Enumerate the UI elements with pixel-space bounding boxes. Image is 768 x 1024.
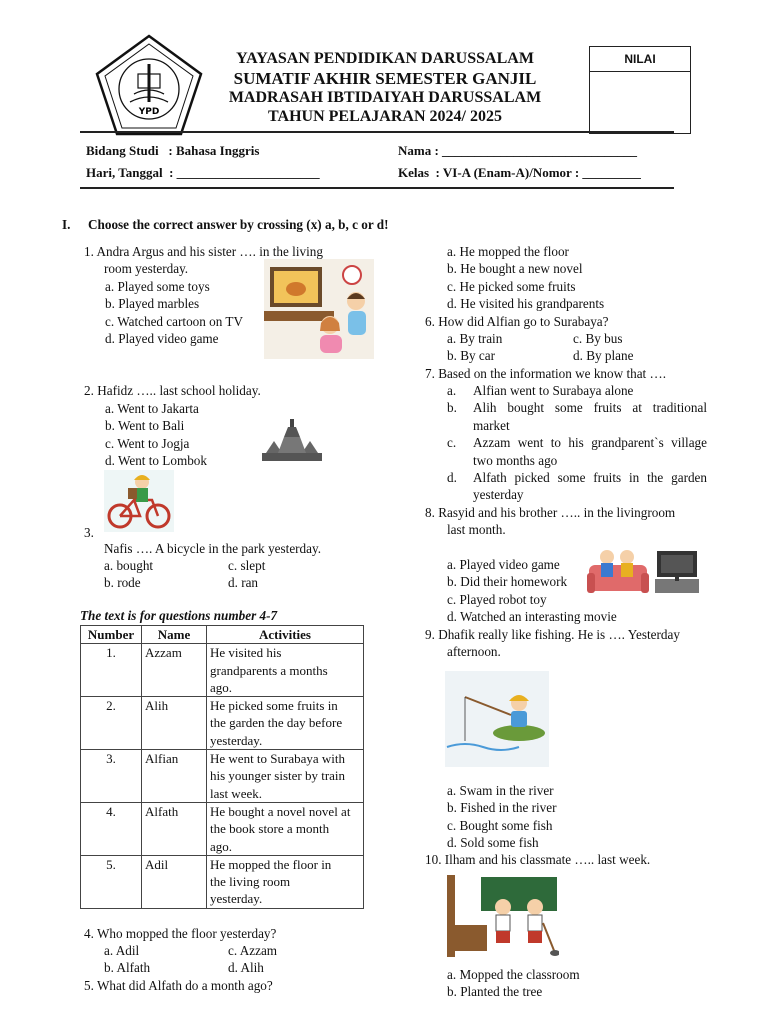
q10-option-a[interactable]: a. Mopped the classroom [447,967,580,982]
q2-option-b[interactable]: b. Went to Bali [105,418,185,434]
q6-options [447,330,667,365]
q3-options [104,557,324,592]
q1-option-c[interactable]: c. Watched cartoon on TV [105,313,243,329]
q3-option-d[interactable]: d. ran [228,575,259,591]
school-logo [94,34,204,138]
info-rule [80,187,674,189]
q9-option-b[interactable]: b. Fished in the river [447,800,557,816]
q10-options [447,966,580,1001]
table-row: 3. Alfian He went to Surabaya with his younger sister by train last week. [81,750,364,803]
table-row: 2. Alih He picked some fruits in the garden the day before yesterday. [81,697,364,750]
question-5: 5. What did Alfath do a month ago? [84,978,273,993]
q1-option-a[interactable]: a. Played some toys [105,279,210,294]
q4-option-c[interactable]: c. Azzam [228,943,278,958]
question-1: 1. Andra Argus and his sister …. in the living room yesterday. [84,244,323,277]
cartoon-tv-illustration [264,259,374,359]
score-label: NILAI [590,47,690,72]
q4-option-b[interactable]: b. Alfath [104,960,151,976]
school-year: TAHUN PELAJARAN 2024/ 2025 [268,108,502,125]
class-field: Kelas : VI-A (Enam-A)/Nomor : _________ [398,165,641,180]
q5-option-c[interactable]: c. He picked some fruits [447,278,576,294]
q9-option-d[interactable]: d. Sold some fish [447,835,539,851]
table-row: 1. Azzam He visited his grandparents a months ago. [81,644,364,697]
question-4: 4. Who mopped the floor yesterday? [84,926,277,941]
q10-option-b[interactable]: b. Planted the tree [447,984,543,1000]
q3-option-a[interactable]: a. bought [104,558,154,573]
q5-option-d[interactable]: d. He visited his grandparents [447,296,605,312]
q8-option-c[interactable]: c. Played robot toy [447,591,547,607]
question-2: 2. Hafidz ….. last school holiday. [84,383,261,398]
bicycle-illustration [104,470,174,532]
q2-option-d[interactable]: d. Went to Lombok [105,453,207,469]
q7-option-d[interactable]: d. Alfath picked some fruits in the garden yesterday [447,470,707,503]
q9-options [447,782,557,852]
q4-option-d[interactable]: d. Alih [228,960,264,976]
question-10: 10. Ilham and his classmate ….. last week. [425,852,651,867]
name-field[interactable]: Nama : ______________________________ [398,143,638,158]
q7-option-b[interactable]: b. Alih bought some fruits at traditional market [447,400,707,433]
q9-option-a[interactable]: a. Swam in the river [447,783,554,798]
q2-option-a[interactable]: a. Went to Jakarta [105,401,199,416]
q9-option-c[interactable]: c. Bought some fish [447,817,553,833]
score-box [589,46,691,134]
question-9: 9. Dhafik really like fishing. He is …. Yesterday afternoon. [425,627,680,660]
section-number: I. [62,217,71,232]
q6-option-d[interactable]: d. By plane [573,348,634,364]
q7-options [447,382,707,504]
q8-option-b[interactable]: b. Did their homework [447,574,568,590]
q3-option-c[interactable]: c. slept [228,558,266,573]
fishing-illustration [445,671,549,767]
q7-option-a[interactable]: a. Alfian went to Surabaya alone [447,383,634,398]
exam-title: SUMATIF AKHIR SEMESTER GANJIL [233,69,537,88]
q2-options [105,400,207,470]
q4-option-a[interactable]: a. Adil [104,943,140,958]
header-name: Name [142,626,207,644]
foundation-title: YAYASAN PENDIDIKAN DARUSSALAM [236,50,534,67]
question-3: Nafis …. A bicycle in the park yesterday. [104,541,322,556]
question-8: 8. Rasyid and his brother ….. in the livingroom last month. [425,505,676,538]
question-3-number: 3. [84,525,94,540]
temple-illustration [262,415,322,463]
svg-text:YPD: YPD [138,107,160,117]
question-6: 6. How did Alfian go to Surabaya? [425,314,609,329]
q5-options [447,243,604,313]
table-header-row [81,626,364,644]
activities-table [80,625,364,909]
q1-option-b[interactable]: b. Played marbles [105,296,200,312]
q8-option-d[interactable]: d. Watched an interasting movie [447,609,617,625]
q2-option-c[interactable]: c. Went to Jogja [105,435,190,451]
table-row: 5. Adil He mopped the floor in the living room yesterday. [81,855,364,908]
q5-option-b[interactable]: b. He bought a new novel [447,261,583,277]
header-activities: Activities [207,626,364,644]
q1-option-d[interactable]: d. Played video game [105,331,219,347]
q6-option-b[interactable]: b. By car [447,348,495,364]
section-instruction: Choose the correct answer by crossing (x) a, b, c or d! [88,217,389,232]
header-rule [80,131,674,133]
question-7: 7. Based on the information we know that …. [425,366,666,381]
header-number: Number [81,626,142,644]
table-row: 4. Alfath He bought a novel novel at the book store a month ago. [81,802,364,855]
q5-option-a[interactable]: a. He mopped the floor [447,244,569,259]
video-game-illustration [587,543,703,601]
table-caption: The text is for questions number 4-7 [80,608,278,623]
q8-option-a[interactable]: a. Played video game [447,557,560,572]
q3-option-b[interactable]: b. rode [104,575,141,591]
q4-options [104,942,324,977]
date-field[interactable]: Hari, Tanggal : ______________________ [86,165,320,180]
q7-option-c[interactable]: c. Azzam went to his grandparent`s village two months ago [447,435,707,468]
mopping-classroom-illustration [445,873,559,959]
q1-options [105,278,243,348]
q6-option-a[interactable]: a. By train [447,331,503,346]
q6-option-c[interactable]: c. By bus [573,331,623,346]
subject-field: Bidang Studi : Bahasa Inggris [86,143,260,158]
school-name: MADRASAH IBTIDAIYAH DARUSSALAM [228,89,542,106]
